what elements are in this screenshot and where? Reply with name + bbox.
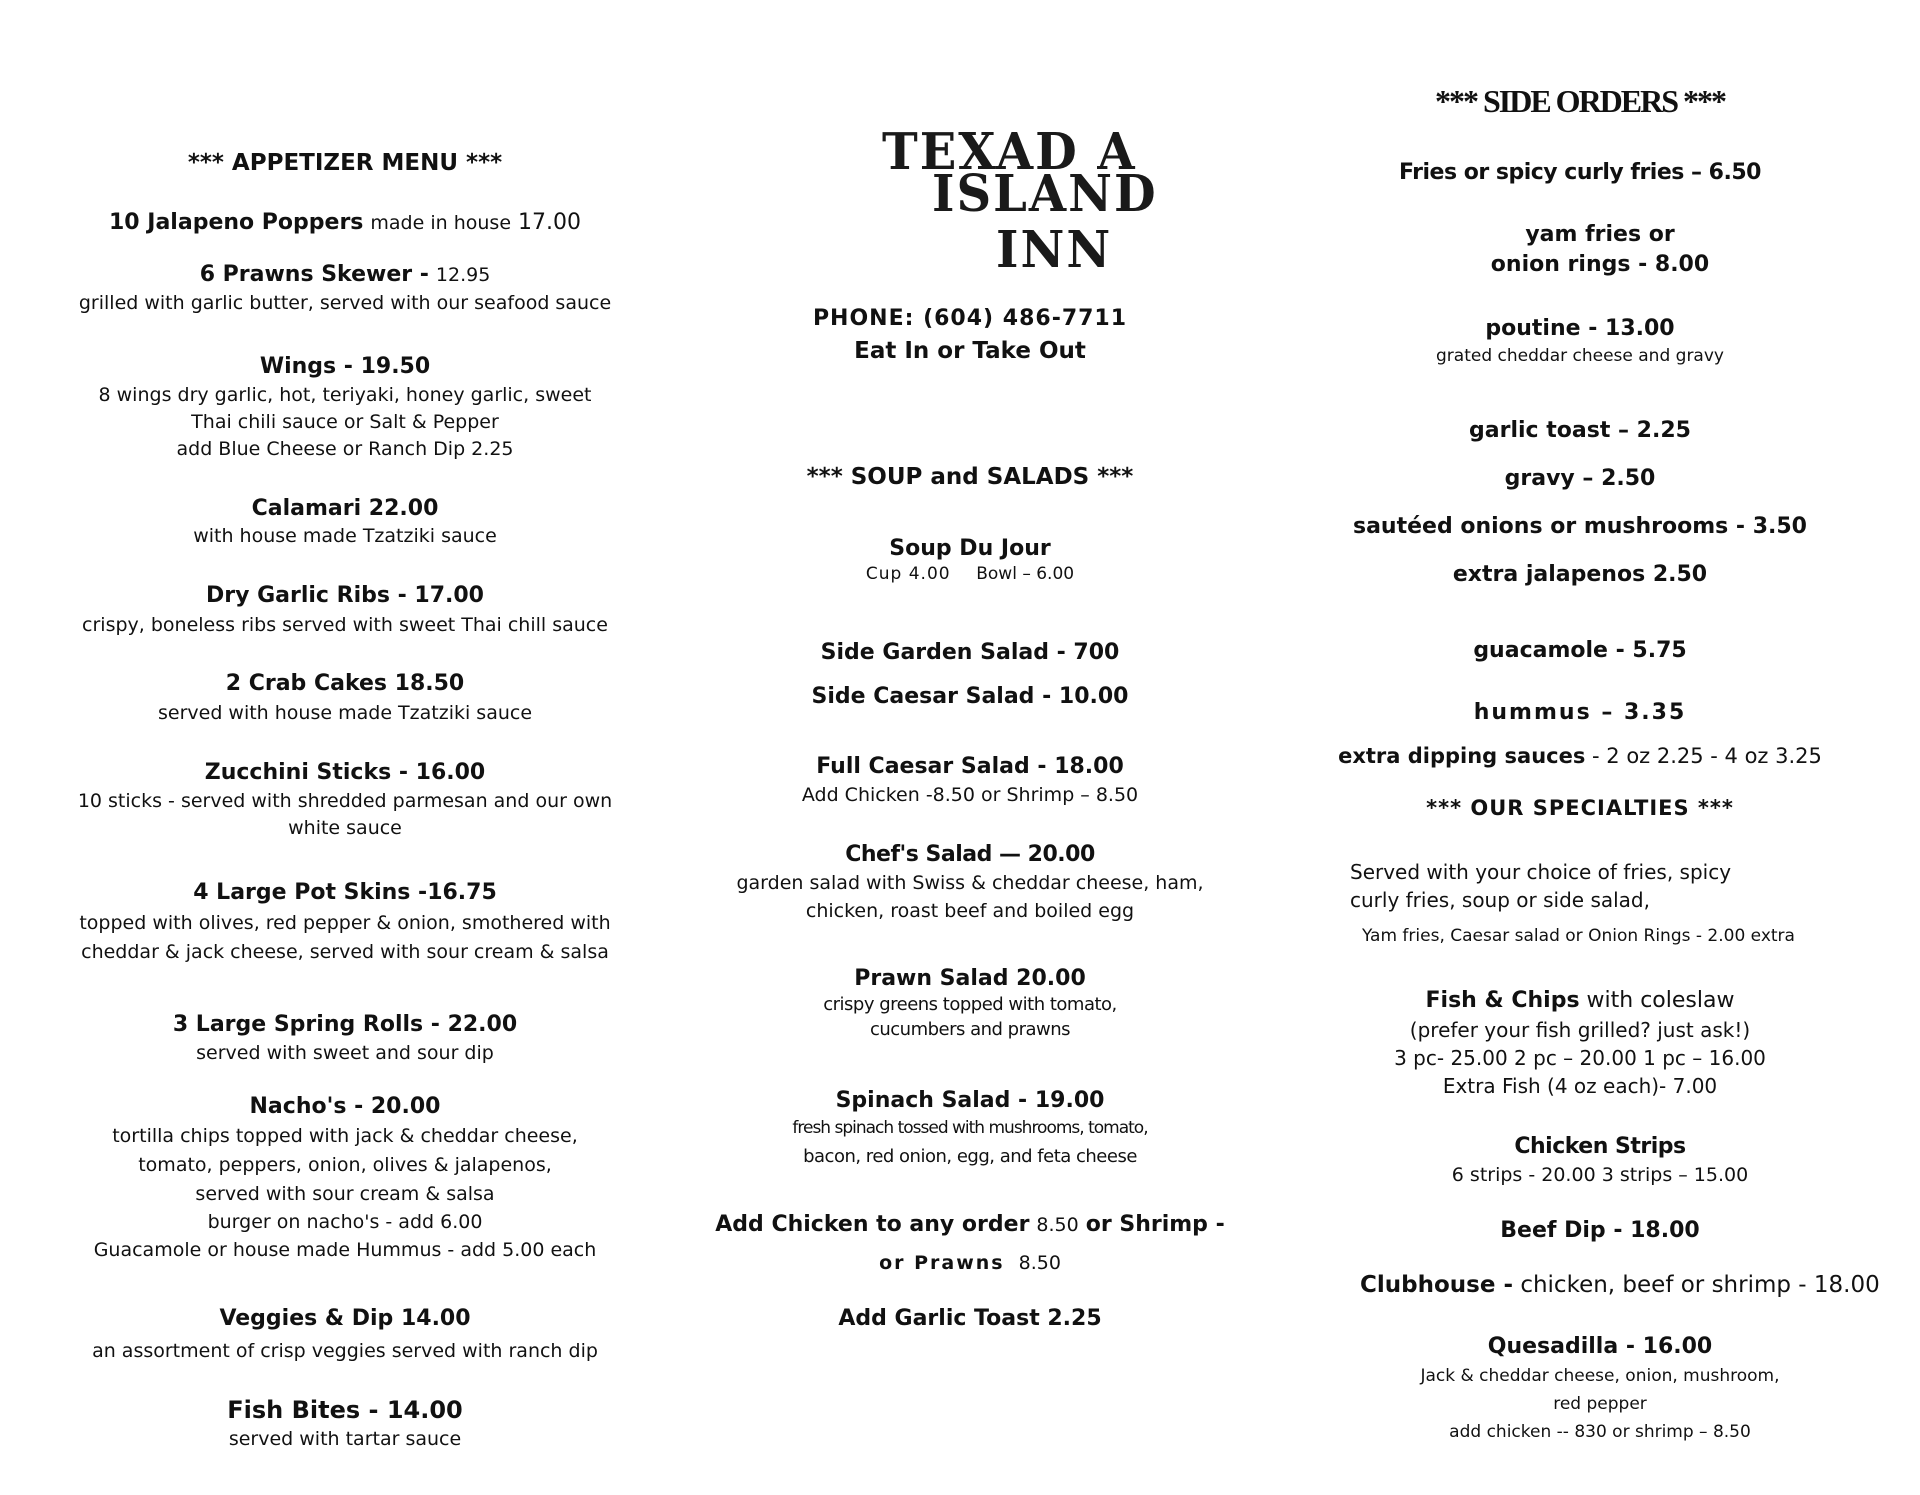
- specialties-served-1: Served with your choice of fries, spicy: [1350, 860, 1732, 884]
- prawn-salad-title: Prawn Salad 20.00: [854, 966, 1086, 991]
- poppers-name: 10 Jalapeno Poppers: [109, 210, 364, 235]
- calamari-desc: with house made Tzatziki sauce: [193, 525, 497, 547]
- nachos-desc-3: served with sour cream & salsa: [195, 1183, 495, 1205]
- poppers-price: 17.00: [518, 210, 581, 235]
- side-orders-header: *** SIDE ORDERS ***: [1434, 83, 1726, 119]
- full-caesar-desc: Add Chicken -8.50 or Shrimp – 8.50: [801, 784, 1139, 806]
- side-sauteed: sautéed onions or mushrooms - 3.50: [1352, 514, 1807, 539]
- quesadilla-desc-1: Jack & cheddar cheese, onion, mushroom,: [1420, 1366, 1780, 1386]
- prawn-salad-desc-1: crispy greens topped with tomato,: [823, 994, 1117, 1015]
- soup-title: Soup Du Jour: [889, 536, 1051, 561]
- prawns-desc: grilled with garlic butter, served with our seafood sauce: [78, 292, 612, 314]
- side-onion-rings: onion rings - 8.00: [1490, 252, 1710, 277]
- soup-prices: [690, 564, 1250, 584]
- fish-chips-extra: Extra Fish (4 oz each)- 7.00: [1442, 1074, 1718, 1098]
- dipping-label: extra dipping sauces: [1338, 744, 1586, 768]
- logo-line-1: TEXAD A: [882, 122, 1137, 182]
- side-garlic-toast: garlic toast – 2.25: [1469, 418, 1691, 443]
- tagline: Eat In or Take Out: [854, 338, 1086, 364]
- side-caesar-salad: Side Caesar Salad - 10.00: [811, 684, 1129, 709]
- quesadilla-title: Quesadilla - 16.00: [1487, 1334, 1713, 1359]
- add-prawns-price: 8.50: [1018, 1252, 1061, 1274]
- phone-number: PHONE: (604) 486-7711: [812, 306, 1128, 331]
- nachos-desc-1: tortilla chips topped with jack & cheddar cheese,: [112, 1125, 578, 1147]
- spinach-salad-title: Spinach Salad - 19.00: [835, 1088, 1105, 1113]
- clubhouse-desc: chicken, beef or shrimp - 18.00: [1520, 1272, 1880, 1298]
- prawns-name: 6 Prawns Skewer -: [199, 262, 429, 287]
- side-jalapenos: extra jalapenos 2.50: [1452, 562, 1708, 587]
- fish-chips-note: with coleslaw: [1586, 988, 1735, 1013]
- crab-desc: served with house made Tzatziki sauce: [157, 702, 533, 724]
- nachos-desc-2: tomato, peppers, onion, olives & jalapenos,: [138, 1154, 552, 1176]
- zucchini-desc-2: white sauce: [288, 817, 402, 839]
- add-chicken-price: 8.50: [1036, 1214, 1079, 1236]
- specialties-header: *** OUR SPECIALTIES ***: [1426, 796, 1734, 820]
- wings-desc-3: add Blue Cheese or Ranch Dip 2.25: [176, 438, 514, 460]
- add-shrimp-label: or Shrimp -: [1085, 1212, 1225, 1237]
- chicken-strips-title: Chicken Strips: [1514, 1134, 1686, 1159]
- wings-desc-1: 8 wings dry garlic, hot, teriyaki, honey garlic, sweet: [98, 384, 592, 406]
- chefs-salad-title: Chef's Salad — 20.00: [845, 842, 1095, 867]
- spinach-salad-desc-1: fresh spinach tossed with mushrooms, tomato,: [792, 1118, 1148, 1138]
- ribs-title: Dry Garlic Ribs - 17.00: [205, 583, 484, 608]
- full-caesar-title: Full Caesar Salad - 18.00: [816, 754, 1124, 779]
- poppers-note: made in house: [370, 212, 512, 234]
- side-poutine-title: poutine - 13.00: [1485, 316, 1675, 341]
- add-garlic-toast: Add Garlic Toast 2.25: [838, 1306, 1102, 1331]
- chicken-strips-desc: 6 strips - 20.00 3 strips – 15.00: [1451, 1164, 1749, 1186]
- add-chicken-line: [690, 1212, 1250, 1238]
- nachos-title: Nacho's - 20.00: [249, 1094, 441, 1119]
- add-chicken-label: Add Chicken to any order: [715, 1212, 1030, 1237]
- soup-salad-header: *** SOUP and SALADS ***: [806, 464, 1134, 490]
- fish-chips-title: [1300, 988, 1860, 1014]
- zucchini-title: Zucchini Sticks - 16.00: [204, 760, 486, 785]
- clubhouse-line: [1360, 1272, 1880, 1300]
- springrolls-title: 3 Large Spring Rolls - 22.00: [172, 1012, 518, 1037]
- fish-chips-grilled: (prefer your fish grilled? just ask!): [1409, 1018, 1751, 1042]
- specialties-served-2: curly fries, soup or side salad,: [1350, 888, 1650, 912]
- quesadilla-desc-2: red pepper: [1553, 1394, 1647, 1414]
- zucchini-desc-1: 10 sticks - served with shredded parmesan and our own: [77, 790, 613, 812]
- side-dipping-sauces: [1300, 744, 1860, 769]
- side-hummus: hummus – 3.35: [1473, 700, 1687, 725]
- clubhouse-name: Clubhouse -: [1360, 1272, 1513, 1298]
- nachos-desc-5: Guacamole or house made Hummus - add 5.00 each: [93, 1239, 597, 1261]
- fish-chips-prices: 3 pc- 25.00 2 pc – 20.00 1 pc – 16.00: [1394, 1046, 1766, 1070]
- wings-desc-2: Thai chili sauce or Salt & Pepper: [191, 411, 499, 433]
- logo-line-3: INN: [996, 220, 1113, 280]
- veggies-title: Veggies & Dip 14.00: [219, 1306, 471, 1331]
- nachos-desc-4: burger on nacho's - add 6.00: [207, 1211, 483, 1233]
- appetizer-header: *** APPETIZER MENU ***: [187, 150, 503, 176]
- fish-chips-name: Fish & Chips: [1425, 988, 1580, 1013]
- add-prawns-label: or Prawns: [879, 1252, 1005, 1274]
- prawns-price: 12.95: [435, 264, 491, 286]
- wings-title: Wings - 19.50: [259, 354, 431, 379]
- calamari-title: Calamari 22.00: [251, 496, 439, 521]
- logo-line-2: ISLAND: [932, 164, 1158, 224]
- prawns-item: [60, 262, 630, 288]
- side-poutine-desc: grated cheddar cheese and gravy: [1436, 346, 1724, 366]
- quesadilla-desc-3: add chicken -- 830 or shrimp – 8.50: [1449, 1422, 1751, 1442]
- prawn-salad-desc-2: cucumbers and prawns: [869, 1019, 1071, 1040]
- spinach-salad-desc-2: bacon, red onion, egg, and feta cheese: [803, 1146, 1137, 1167]
- poppers-item: [60, 210, 630, 236]
- crab-title: 2 Crab Cakes 18.50: [225, 671, 465, 696]
- veggies-desc: an assortment of crisp veggies served with ranch dip: [92, 1340, 598, 1362]
- soup-cup-price: Cup 4.00: [865, 564, 951, 584]
- potskins-desc-1: topped with olives, red pepper & onion, smothered with: [79, 912, 611, 934]
- soup-bowl-price: Bowl – 6.00: [976, 564, 1075, 584]
- side-guacamole: guacamole - 5.75: [1473, 638, 1687, 663]
- specialties-served-3: Yam fries, Caesar salad or Onion Rings - 2.00 extra: [1362, 926, 1795, 946]
- chefs-salad-desc-1: garden salad with Swiss & cheddar cheese, ham,: [736, 872, 1204, 894]
- side-yam-fries: yam fries or: [1525, 222, 1675, 247]
- springrolls-desc: served with sweet and sour dip: [196, 1042, 494, 1064]
- side-fries: Fries or spicy curly fries – 6.50: [1399, 160, 1761, 185]
- potskins-title: 4 Large Pot Skins -16.75: [193, 880, 497, 905]
- side-garden-salad: Side Garden Salad - 700: [820, 640, 1120, 665]
- beef-dip: Beef Dip - 18.00: [1500, 1218, 1700, 1243]
- potskins-desc-2: cheddar & jack cheese, served with sour cream & salsa: [81, 941, 609, 963]
- fishbites-desc: served with tartar sauce: [228, 1428, 462, 1450]
- add-prawns-line: [690, 1250, 1250, 1276]
- fishbites-title: Fish Bites - 14.00: [227, 1396, 463, 1424]
- dipping-prices: - 2 oz 2.25 - 4 oz 3.25: [1592, 744, 1822, 768]
- ribs-desc: crispy, boneless ribs served with sweet Thai chill sauce: [82, 614, 608, 636]
- chefs-salad-desc-2: chicken, roast beef and boiled egg: [805, 900, 1135, 922]
- side-gravy: gravy – 2.50: [1504, 466, 1656, 491]
